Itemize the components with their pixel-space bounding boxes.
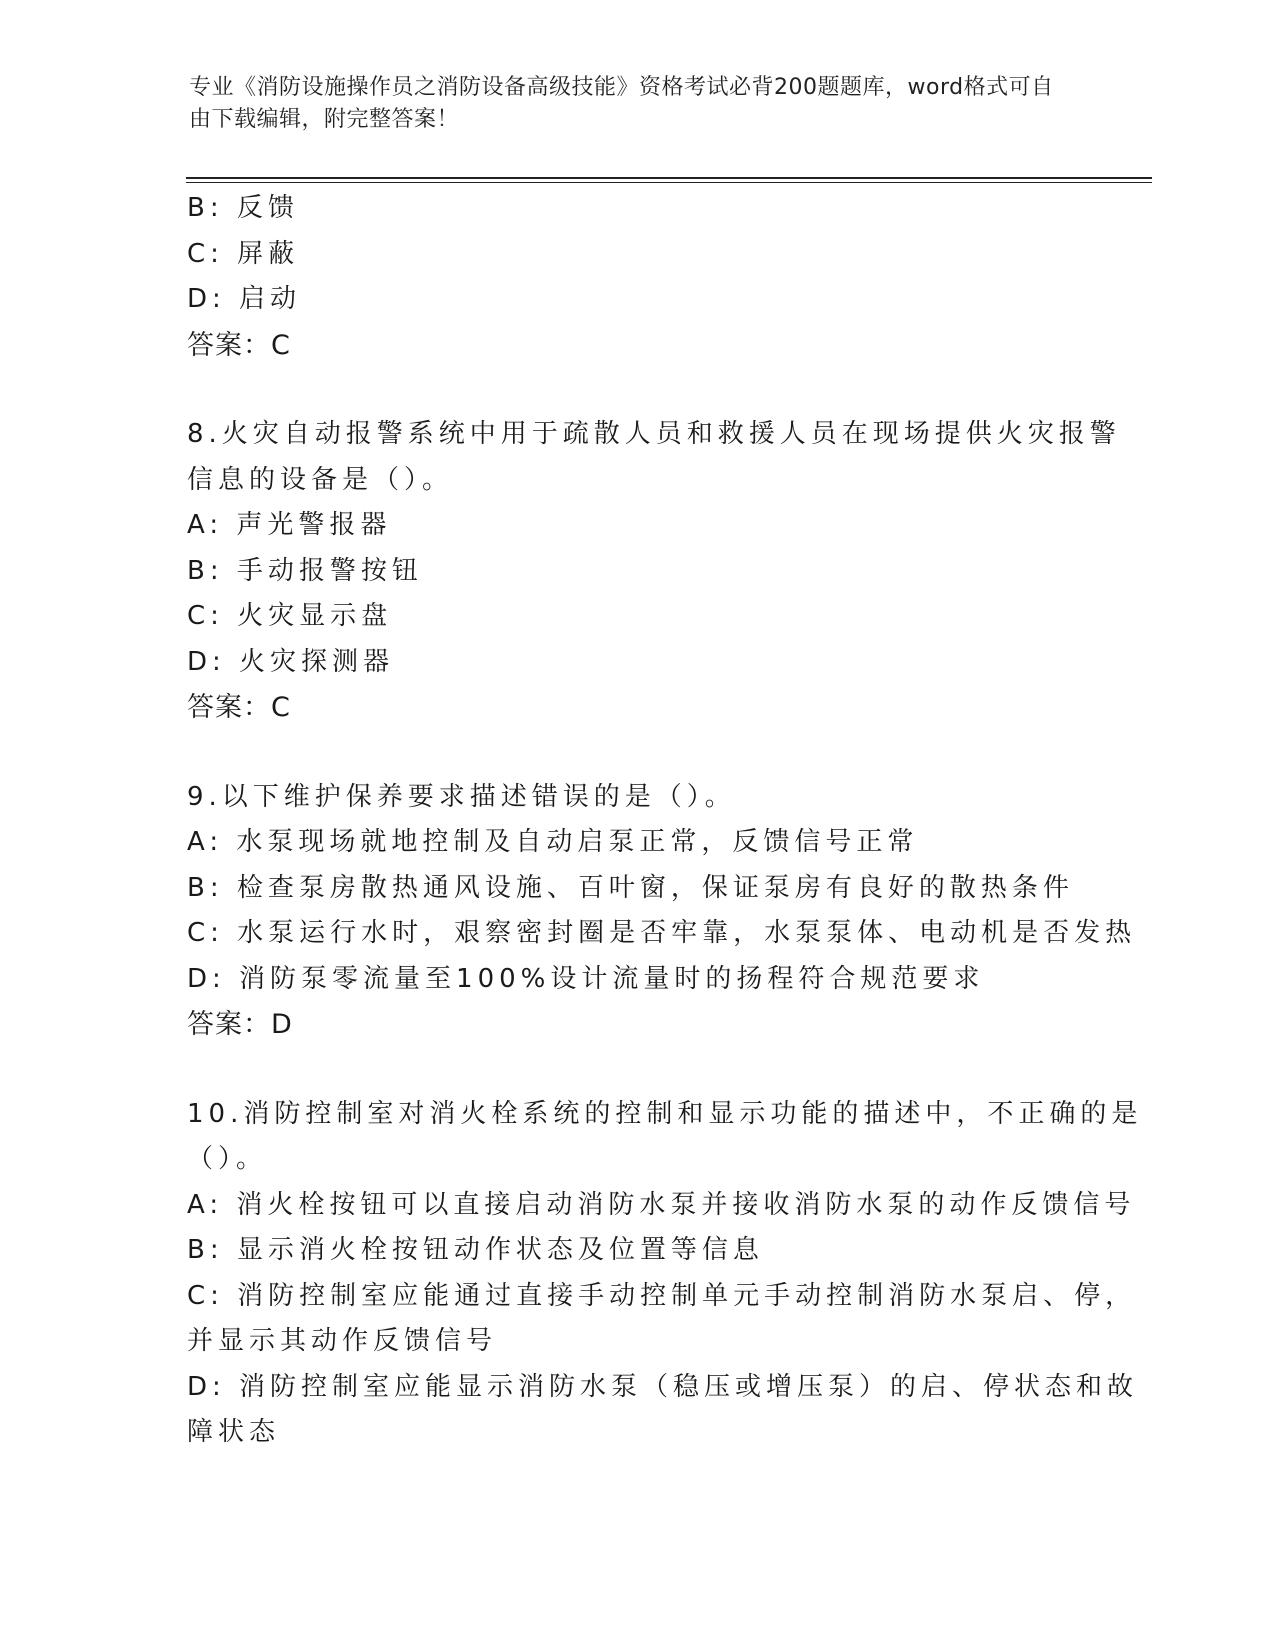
question-stem: 信息的设备是（）。 bbox=[187, 464, 454, 495]
option-d: D: 火灾探测器 bbox=[187, 646, 395, 677]
option-b: B: 手动报警按钮 bbox=[187, 555, 423, 586]
question-stem: 8.火灾自动报警系统中用于疏散人员和救援人员在现场提供火灾报警 bbox=[187, 419, 1121, 449]
spacer bbox=[187, 731, 1087, 775]
spacer bbox=[187, 1048, 1087, 1092]
answer-label: 答案：C bbox=[187, 692, 291, 723]
question-stem: 9.以下维护保养要求描述错误的是（）。 bbox=[187, 781, 736, 812]
answer-label: 答案：C bbox=[187, 329, 291, 361]
option-a: A: 消火栓按钮可以直接启动消防水泵并接收消防水泵的动作反馈信号 bbox=[187, 1189, 1136, 1220]
option-d: D: 启动 bbox=[187, 284, 302, 314]
question-9 bbox=[187, 775, 1137, 1048]
option-d: D: 消防控制室应能显示消防水泵（稳压或增压泵）的启、停状态和故 bbox=[187, 1371, 1139, 1402]
page-header: 专业《消防设施操作员之消防设备高级技能》资格考试必背200题题库，word格式可自由下载编辑，附完整答案！ bbox=[189, 75, 1054, 132]
option-b: B: 反馈 bbox=[187, 193, 299, 223]
header-divider-thick bbox=[186, 177, 1152, 179]
option-b: B: 显示消火栓按钮动作状态及位置等信息 bbox=[187, 1235, 764, 1265]
option-c: C: 消防控制室应能通过直接手动控制单元手动控制消防水泵启、停， bbox=[187, 1280, 1137, 1311]
question-8 bbox=[187, 412, 1121, 731]
prev-question-block bbox=[187, 186, 1087, 368]
option-d-continued: 障状态 bbox=[187, 1417, 281, 1447]
option-a: A: 声光警报器 bbox=[187, 510, 392, 540]
question-stem: 10.消防控制室对消火栓系统的控制和显示功能的描述中，不正确的是 bbox=[187, 1098, 1143, 1129]
option-c-continued: 并显示其动作反馈信号 bbox=[187, 1326, 498, 1356]
option-c: C: 屏蔽 bbox=[187, 238, 300, 269]
header-divider-thin bbox=[186, 182, 1152, 183]
question-content bbox=[187, 186, 1143, 1456]
option-c: C: 水泵运行水时，艰察密封圈是否牢靠，水泵泵体、电动机是否发热 bbox=[187, 918, 1137, 948]
spacer bbox=[187, 368, 1087, 412]
question-10 bbox=[187, 1092, 1143, 1456]
answer-label: 答案：D bbox=[187, 1009, 293, 1040]
option-b: B: 检查泵房散热通风设施、百叶窗，保证泵房有良好的散热条件 bbox=[187, 872, 1074, 903]
question-stem: （）。 bbox=[187, 1144, 268, 1174]
option-a: A: 水泵现场就地控制及自动启泵正常，反馈信号正常 bbox=[187, 827, 919, 857]
option-c: C: 火灾显示盘 bbox=[187, 601, 393, 631]
option-d: D: 消防泵零流量至100%设计流量时的扬程符合规范要求 bbox=[187, 963, 985, 994]
